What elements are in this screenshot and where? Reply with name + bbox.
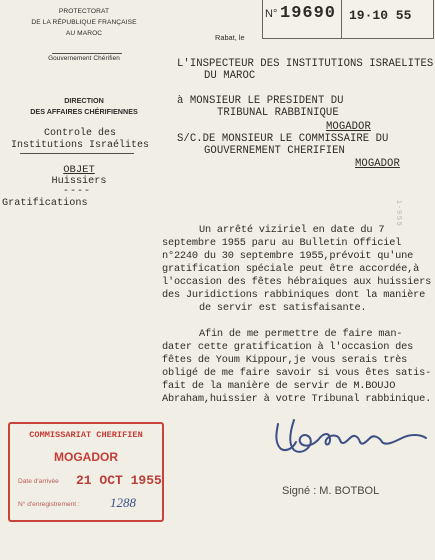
letterhead-direction-2: DES AFFAIRES CHÉRIFIENNES xyxy=(30,107,138,116)
reference-box xyxy=(262,0,434,39)
arrival-stamp xyxy=(8,422,164,522)
stamp-title: COMMISSARIAT CHERIFIEN xyxy=(29,430,143,440)
letterhead-gouvernement: Gouvernement Chérifien xyxy=(48,55,120,62)
signature-label: Signé : M. BOTBOL xyxy=(282,485,380,497)
objet-label: OBJET xyxy=(63,164,95,176)
sender-line-1: L'INSPECTEUR DES INSTITUTIONS ISRAELITES xyxy=(177,58,434,70)
side-mark: 1 - 9 5 5 xyxy=(395,200,402,226)
stamp-date-value: 21 OCT 1955 xyxy=(76,473,162,488)
letterhead-rule-2 xyxy=(20,153,134,154)
body-p1-line-5: l'occasion des fêtes hébraiques aux huissiers xyxy=(162,276,432,288)
body-p2-line-5: fait de la manière de servir de M.BOUJO xyxy=(162,380,396,392)
recipient-line-3: MOGADOR xyxy=(326,121,371,133)
stamp-reg-value: 1288 xyxy=(110,495,136,510)
header-place: Rabat, le xyxy=(215,33,245,42)
letterhead-rule-1 xyxy=(52,53,122,54)
recipient-line-5: GOUVERNEMENT CHERIFIEN xyxy=(204,145,345,157)
reference-number-prefix: N° xyxy=(265,8,278,20)
sender-line-2: DU MAROC xyxy=(204,70,256,82)
recipient-line-4: S/C.DE MONSIEUR LE COMMISSAIRE DU xyxy=(177,133,389,145)
body-p2-line-6: Abraham,huissier à votre Tribunal rabbinique. xyxy=(162,393,432,405)
letterhead-service-1: Controle des xyxy=(43,128,116,139)
body-p1-line-1: Un arrêté viziriel en date du 7 xyxy=(199,224,385,236)
body-p2-line-1: Afin de me permettre de faire man- xyxy=(199,328,403,340)
letterhead-protectorat-1: PROTECTORAT xyxy=(58,8,110,15)
recipient-line-6: MOGADOR xyxy=(355,158,400,170)
objet-dashes: ---- xyxy=(62,186,91,197)
letterhead-direction-1: DIRECTION xyxy=(64,96,104,105)
letterhead-service-2: Institutions Israélites xyxy=(10,140,150,151)
recipient-line-2: TRIBUNAL RABBINIQUE xyxy=(217,107,339,119)
body-p1-line-2: septembre 1955 paru au Bulletin Officiel xyxy=(162,237,402,249)
body-p1-line-4: gratification spéciale peut être accordée,à xyxy=(162,263,420,275)
letterhead-protectorat-3: AU MAROC xyxy=(65,30,103,37)
body-p2-line-2: dater cette gratification à l'occasion des xyxy=(162,341,414,353)
stamp-date-label: Date d'arrivée xyxy=(18,478,59,485)
body-p2-line-3: fêtes de Youm Kippour,je vous serais très xyxy=(162,354,408,366)
handwritten-signature xyxy=(270,412,430,460)
stamp-reg-label: N° d'enregistrement : xyxy=(18,501,80,508)
stamp-city: MOGADOR xyxy=(54,450,118,464)
objet-line-1: Huissiers xyxy=(51,176,107,187)
body-p1-line-3: n°2240 du 30 septembre 1955,prévoit qu'une xyxy=(162,250,414,262)
objet-line-2: Gratifications xyxy=(2,198,88,209)
reference-date: 19·10 55 xyxy=(349,8,412,23)
reference-number: 19690 xyxy=(280,4,337,23)
recipient-line-1: à MONSIEUR LE PRESIDENT DU xyxy=(177,95,344,107)
body-p1-line-6: des Juridictions rabbiniques dont la manière xyxy=(162,289,426,301)
body-p2-line-4: obligé de me faire savoir si vous êtes satis- xyxy=(162,367,432,379)
reference-box-divider xyxy=(341,0,342,38)
letterhead-protectorat-2: DE LA RÉPUBLIQUE FRANÇAISE xyxy=(31,19,137,26)
body-p1-line-7: de servir est satisfaisante. xyxy=(199,302,367,314)
